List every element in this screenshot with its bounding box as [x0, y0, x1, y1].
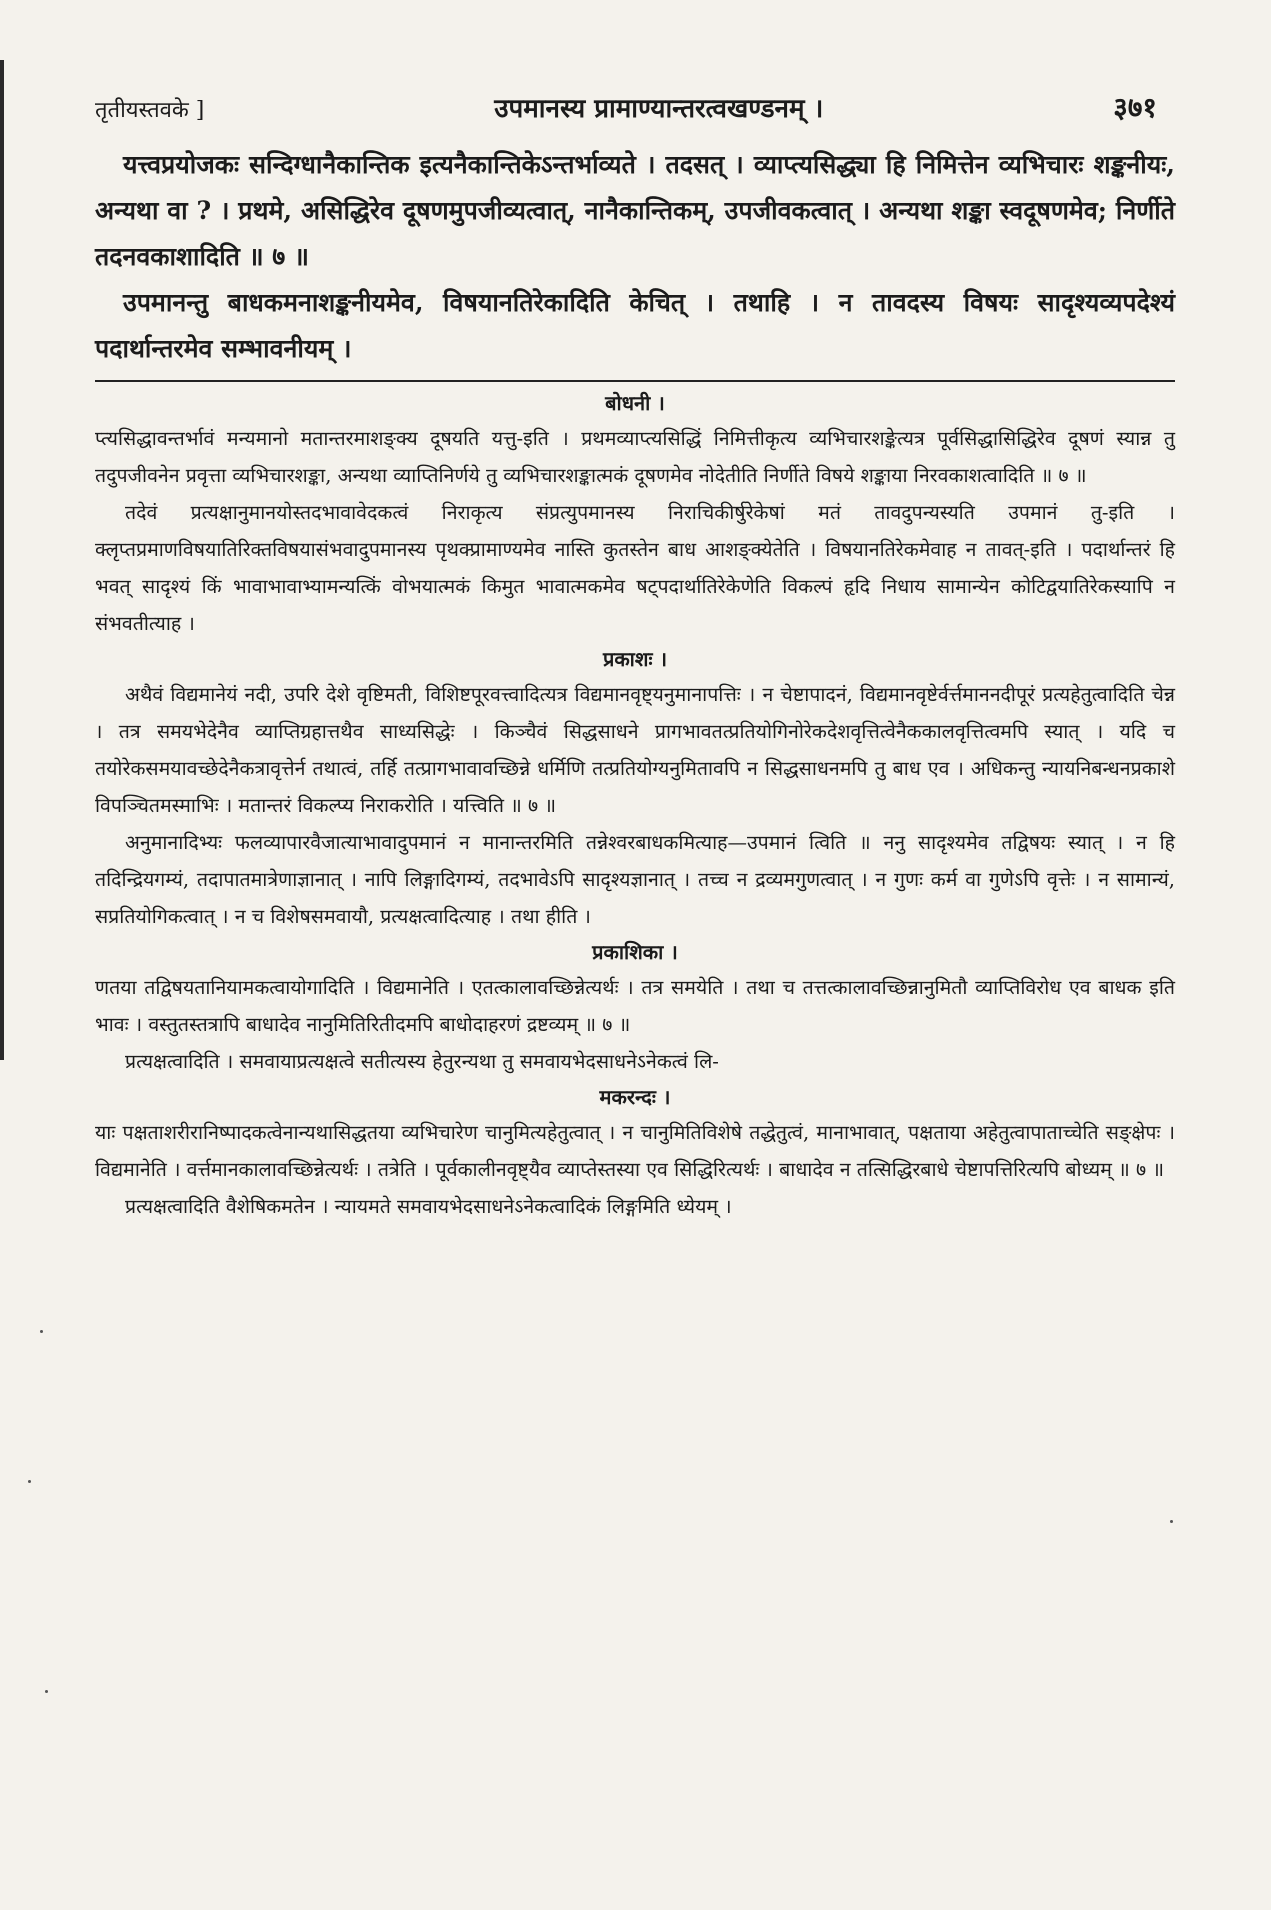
- commentary-paragraph: तदेवं प्रत्यक्षानुमानयोस्तदभावावेदकत्वं निराकृत्य संप्रत्युपमानस्य निराचिकीर्षुरेकेषां मतं तावदुपन्यस्यति उपमानं तु-इति । क्लृप्तप्रमाणविषयातिरिक्तविषयासंभवादुपमानस्य पृथक्प्रामाण्यमेव नास्ति कुतस्तेन बाध आशङ्क्येतेति । विषयानतिरेकमेवाह न तावत्-इति । पदार्थान्तरं हि भवत् सादृश्यं किं भावाभावाभ्यामन्यत्किं वोभयात्मकं किमुत भावात्मकमेव षट्पदार्थातिरेकेणेति विकल्पं हृदि निधाय सामान्येन कोटिद्वयातिरेकस्यापि न संभवतीत्याह ।: [95, 501, 1175, 635]
- commentary-title: प्रकाशः ।: [602, 647, 668, 671]
- commentary-prakasha: [95, 642, 1175, 935]
- book-page: [95, 88, 1175, 1225]
- commentary-paragraph: प्रत्यक्षत्वादिति । समवायाप्रत्यक्षत्वे सतीत्यस्य हेतुरन्यथा तु समवायभेदसाधनेऽनेकत्वं लि-: [125, 1050, 719, 1073]
- scan-speck: [40, 1330, 43, 1333]
- commentary-makaranda: [95, 1080, 1175, 1225]
- commentary-paragraph: अथैवं विद्यमानेयं नदी, उपरि देशे वृष्टिमती, विशिष्टपूरवत्त्वादित्यत्र विद्यमानवृष्ट्यनुमानापत्तिः । न चेष्टापादनं, विद्यमानवृष्टेर्वर्त्तमाननदीपूरं प्रत्यहेतुत्वादिति चेन्न । तत्र समयभेदेनैव व्याप्तिग्रहात्तथैव साध्यसिद्धेः । किञ्चैवं सिद्धसाधने प्रागभावतत्प्रतियोगिनोरेकदेशवृत्तित्वेनैककालवृत्तित्वमपि स्यात् । यदि च तयोरेकसमयावच्छेदेनैकत्रावृत्तेर्न तथात्वं, तर्हि तत्प्रागभावावच्छिन्ने धर्मिणि तत्प्रतियोग्यनुमितावपि न सिद्धसाधनमपि तु बाध एव । अधिकन्तु न्यायनिबन्धनप्रकाशे विपञ्चितमस्माभिः । मतान्तरं विकल्प्य निराकरोति । यत्त्विति ॥ ७ ॥: [95, 683, 1175, 817]
- main-paragraph: यत्त्वप्रयोजकः सन्दिग्धानैकान्तिक इत्यनैकान्तिकेऽन्तर्भाव्यते । तदसत् । व्याप्त्यसिद्ध्या हि निमित्तेन व्यभिचारः शङ्कनीयः, अन्यथा वा ? । प्रथमे, असिद्धिरेव दूषणमुपजीव्यत्वात्, नानैकान्तिकम्, उपजीवकत्वात् । अन्यथा शङ्का स्वदूषणमेव; निर्णीते तदनवकाशादिति ॥ ७ ॥: [95, 150, 1175, 271]
- commentary-title: प्रकाशिका ।: [592, 940, 678, 964]
- commentary-paragraph: प्रत्यक्षत्वादिति वैशेषिकमतेन । न्यायमते समवायभेदसाधनेऽनेकत्वादिकं लिङ्गमिति ध्येयम् ।: [125, 1195, 732, 1218]
- main-paragraph: उपमानन्तु बाधकमनाशङ्कनीयमेव, विषयानतिरेकादिति केचित् । तथाहि । न तावदस्य विषयः सादृश्यव्यपदेश्यं पदार्थान्तरमेव सम्भावनीयम् ।: [95, 288, 1175, 363]
- commentary-prakashika: [95, 935, 1175, 1080]
- commentary-bodhani: [95, 386, 1175, 642]
- commentary-paragraph: याः पक्षताशरीरानिष्पादकत्वेनान्यथासिद्धतया व्यभिचारेण चानुमित्यहेतुत्वात् । न चानुमितिविशेषे तद्धेतुत्वं, मानाभावात्, पक्षताया अहेतुत्वापाताच्चेति सङ्क्षेपः । विद्यमानेति । वर्त्तमानकालावच्छिन्नेत्यर्थः । तत्रेति । पूर्वकालीनवृष्ट्यैव व्याप्तेस्तस्या एव सिद्धिरित्यर्थः । बाधादेव न तत्सिद्धिरबाधे चेष्टापत्तिरित्यपि बोध्यम् ॥ ७ ॥: [95, 1121, 1175, 1181]
- running-header: [95, 88, 1175, 126]
- main-text: [95, 142, 1175, 372]
- scan-speck: [28, 1480, 31, 1483]
- section-label: तृतीयस्तवके ]: [95, 98, 205, 123]
- commentary-title: बोधनी ।: [605, 391, 665, 415]
- scan-speck: [45, 1690, 48, 1693]
- commentary-paragraph: णतया तद्विषयतानियामकत्वायोगादिति । विद्यमानेति । एतत्कालावच्छिन्नेत्यर्थः । तत्र समयेति । तथा च तत्तत्कालावच्छिन्नानुमितौ व्याप्तिविरोध एव बाधक इति भावः । वस्तुतस्तत्रापि बाधादेव नानुमितिरितीदमपि बाधोदाहरणं द्रष्टव्यम् ॥ ७ ॥: [95, 976, 1175, 1036]
- divider-rule: [95, 380, 1175, 382]
- scan-speck: [1170, 1520, 1173, 1523]
- running-title: उपमानस्य प्रामाण्यान्तरत्वखण्डनम् ।: [494, 94, 824, 124]
- page-number: ३७१: [1113, 91, 1157, 124]
- binding-edge: [0, 60, 4, 1060]
- commentary-title: मकरन्दः ।: [599, 1085, 671, 1109]
- commentary-paragraph: अनुमानादिभ्यः फलव्यापारवैजात्याभावादुपमानं न मानान्तरमिति तन्नेश्वरबाधकमित्याह—उपमानं त्विति ॥ ननु सादृश्यमेव तद्विषयः स्यात् । न हि तदिन्द्रियगम्यं, तदापातमात्रेणाज्ञानात् । नापि लिङ्गादिगम्यं, तदभावेऽपि सादृश्यज्ञानात् । तच्च न द्रव्यमगुणत्वात् । न गुणः कर्म वा गुणेऽपि वृत्तेः । न सामान्यं, सप्रतियोगिकत्वात् । न च विशेषसमवायौ, प्रत्यक्षत्वादित्याह । तथा हीति ।: [95, 831, 1175, 928]
- commentary-paragraph: प्त्यसिद्धावन्तर्भावं मन्यमानो मतान्तरमाशङ्क्य दूषयति यत्तु-इति । प्रथमव्याप्त्यसिद्धिं निमित्तीकृत्य व्यभिचारशङ्केत्यत्र पूर्वसिद्धासिद्धिरेव दूषणं स्यान्न तु तदुपजीवनेन प्रवृत्ता व्यभिचारशङ्का, अन्यथा व्याप्तिनिर्णये तु व्यभिचारशङ्कात्मकं दूषणमेव नोदेतीति निर्णीते विषये शङ्काया निरवकाशत्वादिति ॥ ७ ॥: [95, 427, 1175, 487]
